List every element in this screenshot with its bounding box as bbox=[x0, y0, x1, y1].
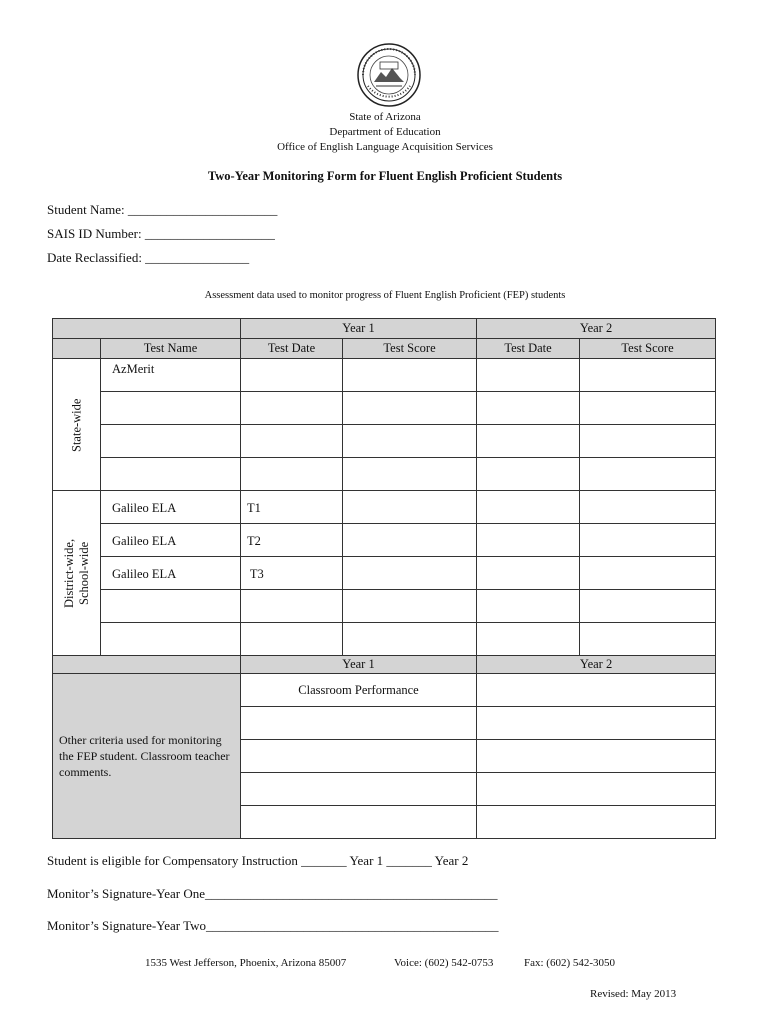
table-cell[interactable] bbox=[343, 359, 477, 392]
sais-id-field[interactable]: SAIS ID Number: ____________________ bbox=[47, 226, 275, 241]
table-cell[interactable] bbox=[580, 491, 716, 524]
table-cell[interactable] bbox=[477, 806, 716, 839]
table-cell[interactable] bbox=[343, 590, 477, 623]
signature-year-two-line[interactable]: Monitor’s Signature-Year Two_____________________________________________ bbox=[47, 918, 499, 933]
table-cell[interactable] bbox=[241, 590, 343, 623]
table-cell[interactable] bbox=[477, 359, 580, 392]
table-cell[interactable] bbox=[580, 359, 716, 392]
table-cell[interactable] bbox=[343, 623, 477, 656]
table-cell[interactable] bbox=[343, 425, 477, 458]
test-date-header-year2: Test Date bbox=[477, 339, 580, 359]
year1-header-2: Year 1 bbox=[241, 656, 477, 674]
date-reclassified-field[interactable]: Date Reclassified: ________________ bbox=[47, 250, 250, 265]
table-cell[interactable]: T1 bbox=[241, 491, 343, 524]
table-cell[interactable] bbox=[477, 557, 580, 590]
header-department: Department of Education bbox=[329, 126, 441, 138]
table-cell[interactable] bbox=[477, 491, 580, 524]
corner-cell bbox=[53, 339, 101, 359]
table-cell[interactable] bbox=[477, 392, 580, 425]
footer-fax: Fax: (602) 542-3050 bbox=[524, 957, 616, 969]
table-cell[interactable] bbox=[241, 806, 477, 839]
table-cell[interactable] bbox=[477, 425, 580, 458]
table-cell[interactable] bbox=[241, 740, 477, 773]
table-cell[interactable] bbox=[343, 524, 477, 557]
table-cell[interactable] bbox=[343, 458, 477, 491]
table-row[interactable] bbox=[101, 623, 241, 656]
table-cell[interactable] bbox=[241, 707, 477, 740]
table-cell[interactable] bbox=[580, 458, 716, 491]
year2-header: Year 2 bbox=[477, 319, 716, 339]
table-cell[interactable] bbox=[580, 524, 716, 557]
footer-address: 1535 West Jefferson, Phoenix, Arizona 85007 bbox=[145, 957, 347, 969]
table-cell[interactable] bbox=[241, 623, 343, 656]
test-name-header: Test Name bbox=[101, 339, 241, 359]
arizona-state-seal-icon bbox=[356, 42, 422, 108]
assessment-table bbox=[52, 318, 716, 839]
revised-date: Revised: May 2013 bbox=[590, 988, 677, 1000]
table-row[interactable] bbox=[101, 425, 241, 458]
table-cell[interactable] bbox=[580, 392, 716, 425]
table-cell[interactable]: T2 bbox=[241, 524, 343, 557]
header-blank-cell bbox=[53, 319, 241, 339]
table-cell[interactable] bbox=[343, 557, 477, 590]
compensatory-instruction-line[interactable]: Student is eligible for Compensatory Instruction _______ Year 1 _______ Year 2 bbox=[47, 853, 469, 868]
table-row[interactable]: Galileo ELA bbox=[101, 557, 241, 590]
table-cell[interactable] bbox=[241, 773, 477, 806]
header-office: Office of English Language Acquisition Services bbox=[277, 141, 493, 153]
table-cell[interactable] bbox=[241, 392, 343, 425]
table-cell[interactable] bbox=[477, 623, 580, 656]
table-cell[interactable] bbox=[477, 458, 580, 491]
table-cell[interactable] bbox=[477, 524, 580, 557]
table-cell[interactable]: T3 bbox=[241, 557, 343, 590]
table-cell[interactable] bbox=[343, 392, 477, 425]
table-cell[interactable] bbox=[477, 773, 716, 806]
student-name-field[interactable]: Student Name: _______________________ bbox=[47, 202, 278, 217]
table-cell[interactable] bbox=[477, 740, 716, 773]
test-date-header-year1: Test Date bbox=[241, 339, 343, 359]
test-score-header-year1: Test Score bbox=[343, 339, 477, 359]
table-cell[interactable] bbox=[580, 590, 716, 623]
table-row[interactable]: Galileo ELA bbox=[101, 491, 241, 524]
assessment-caption: Assessment data used to monitor progress of Fluent English Proficient (FEP) students bbox=[204, 290, 566, 301]
form-title: Two-Year Monitoring Form for Fluent English Proficient Students bbox=[207, 169, 563, 183]
table-cell[interactable] bbox=[580, 425, 716, 458]
table-cell[interactable] bbox=[580, 557, 716, 590]
district-wide-label: District-wide, School-wide bbox=[53, 491, 101, 656]
table-cell[interactable] bbox=[241, 458, 343, 491]
table-cell[interactable] bbox=[477, 674, 716, 707]
table-row[interactable]: Galileo ELA bbox=[101, 524, 241, 557]
state-wide-label: State-wide bbox=[53, 359, 101, 491]
table-row[interactable] bbox=[101, 392, 241, 425]
table-cell[interactable] bbox=[343, 491, 477, 524]
signature-year-one-line[interactable]: Monitor’s Signature-Year One_____________________________________________ bbox=[47, 886, 498, 901]
header-blank-cell-2 bbox=[53, 656, 241, 674]
table-cell[interactable] bbox=[241, 359, 343, 392]
table-cell[interactable] bbox=[241, 425, 343, 458]
table-row[interactable] bbox=[101, 590, 241, 623]
table-row[interactable] bbox=[101, 458, 241, 491]
other-criteria-label: Other criteria used for monitoring the FEP student. Classroom teacher comments. bbox=[53, 674, 241, 839]
table-row[interactable]: AzMerit bbox=[101, 359, 241, 392]
year2-header-2: Year 2 bbox=[477, 656, 716, 674]
header-state: State of Arizona bbox=[349, 111, 421, 123]
classroom-performance-cell[interactable]: Classroom Performance bbox=[241, 674, 477, 707]
year1-header: Year 1 bbox=[241, 319, 477, 339]
footer-voice: Voice: (602) 542-0753 bbox=[394, 957, 494, 969]
test-score-header-year2: Test Score bbox=[580, 339, 716, 359]
table-cell[interactable] bbox=[477, 590, 580, 623]
table-cell[interactable] bbox=[580, 623, 716, 656]
table-cell[interactable] bbox=[477, 707, 716, 740]
